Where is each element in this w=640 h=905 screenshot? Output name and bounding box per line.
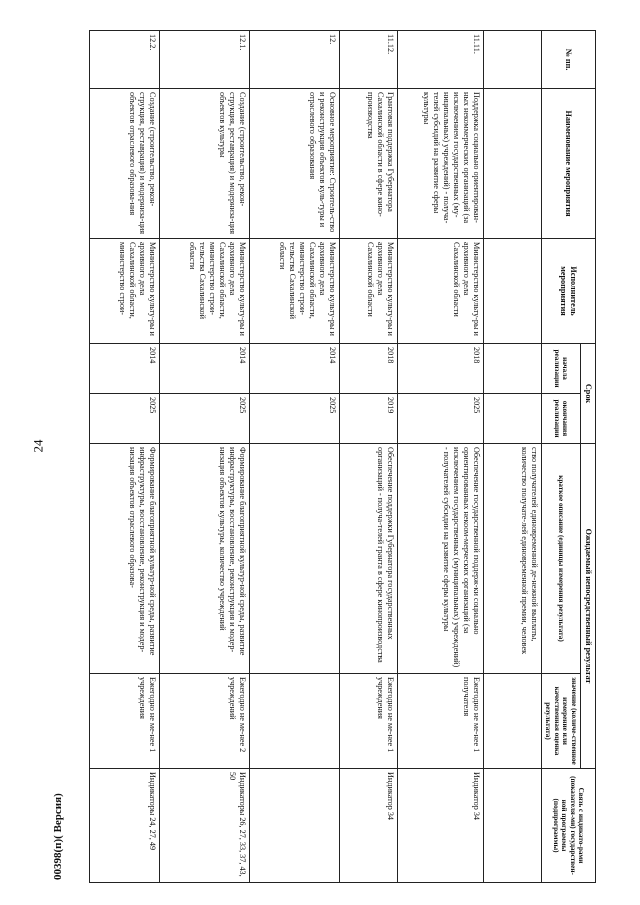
cell-num: 12.2. xyxy=(90,31,160,89)
cell-name: Поддержка социально ориентирован-ных некоммерческих организаций (за исключением государственных (му-ниципальных) учреждений) - получа-телей субсидий на развитие сферы культуры xyxy=(398,89,484,239)
cell-end: 2025 xyxy=(250,394,340,444)
cell-start xyxy=(484,344,542,394)
header-executor: Исполнитель мероприятия xyxy=(542,239,596,344)
header-row-1 xyxy=(581,31,596,883)
table-row xyxy=(398,31,484,883)
cell-desc: Формирование благоприятной культур-ной среды, развитие инфраструктуры, восстановление, реконструкция и модер-низация объектов культуры, количество учреждений xyxy=(160,444,250,674)
cell-link: Индикатор 34 xyxy=(398,769,484,883)
header-num: № пп. xyxy=(542,31,596,89)
header-result-value: значение (количе-ственное измерение или качественная оценка результата) xyxy=(542,674,581,769)
cell-executor xyxy=(484,239,542,344)
header-term-start: начала реализации xyxy=(542,344,581,394)
cell-executor: Министерство культу-ры и архивного дела Сахалинской области xyxy=(398,239,484,344)
cell-executor: Министерство культу-ры и архивного дела Сахалинской области, министерство строи-тельства Сахалинской области xyxy=(250,239,340,344)
table-row xyxy=(160,31,250,883)
cell-name: Создание (строительство, рекон-струкция, реставрация) и модерниза-ция объектов отраслевого образова-ния xyxy=(90,89,160,239)
cell-desc: Обеспечение поддержки Губернатора государственных организаций - получа-телей гранта в сфере кинопроизводства xyxy=(340,444,398,674)
cell-name: Грантовая поддержка Губернатора Сахалинской области в сфере кино-производства xyxy=(340,89,398,239)
header-result: Ожидаемый непосредственный результат xyxy=(581,444,596,769)
cell-desc: Обеспечение государственной поддерж-ки социально ориентированных некоом-мерческих организаций (за исключением государственных (муниципальных) учреждений) - получателей субсидии на развитие сферы культуры xyxy=(398,444,484,674)
cell-name xyxy=(484,89,542,239)
cell-start: 2018 xyxy=(340,344,398,394)
cell-name: Основное мероприятие: Строитель-ство и реконструкция объектов куль-туры и отраслевого образования xyxy=(250,89,340,239)
cell-executor: Министерство культу-ры и архивного дела Сахалинской области, министерство строи-тельства Сахалинской области xyxy=(160,239,250,344)
cell-link: Индикатор 34 xyxy=(340,769,398,883)
cell-end: 2025 xyxy=(398,394,484,444)
cell-end: 2025 xyxy=(90,394,160,444)
table-row xyxy=(340,31,398,883)
table-row xyxy=(484,31,542,883)
cell-start: 2014 xyxy=(160,344,250,394)
cell-value: Ежегодно не ме-нее 2 учреждений xyxy=(160,674,250,769)
cell-link: Индикаторы 24, 27, 49 xyxy=(90,769,160,883)
cell-end: 2019 xyxy=(340,394,398,444)
cell-executor: Министерство культу-ры и архивного дела Сахалинской области, министерство строи- xyxy=(90,239,160,344)
cell-value xyxy=(250,674,340,769)
cell-desc: ство получателей единовременной де-нежной выплаты, количество получате-лей единовременной премии, человек xyxy=(484,444,542,674)
header-term-end: окончания реализации xyxy=(542,394,581,444)
cell-start: 2018 xyxy=(398,344,484,394)
cell-num: 12.1. xyxy=(160,31,250,89)
cell-value: Ежегодно не ме-нее 1 учреждения xyxy=(340,674,398,769)
cell-executor: Министерство культу-ры и архивного дела Сахалинской области xyxy=(340,239,398,344)
cell-link: Индикаторы 26, 27, 33, 37, 43, 50 xyxy=(160,769,250,883)
document-footer: 00398(п)( Версия) xyxy=(52,793,64,880)
table-row xyxy=(90,31,160,883)
cell-desc xyxy=(250,444,340,674)
page-number: 24 xyxy=(30,439,46,453)
cell-link xyxy=(250,769,340,883)
cell-end xyxy=(484,394,542,444)
table-row xyxy=(250,31,340,883)
cell-num: 11.11. xyxy=(398,31,484,89)
cell-num: 11.12. xyxy=(340,31,398,89)
cell-desc: Формирование благоприятной культур-ной среды, развитие инфраструктуры, восстановление, реконструкция и модер-низация объектов отраслевого образова- xyxy=(90,444,160,674)
header-link: Связь с индикато-рами (показателя-ми) государствен-ной программы (подпрограммы) xyxy=(542,769,596,883)
cell-start: 2014 xyxy=(90,344,160,394)
cell-num xyxy=(484,31,542,89)
header-term: Срок xyxy=(581,344,596,444)
cell-value: Ежегодно не ме-нее 1 получателя xyxy=(398,674,484,769)
cell-end: 2025 xyxy=(160,394,250,444)
header-result-desc: краткое описание (единицы измерения результата) xyxy=(542,444,581,674)
cell-name: Создание (строительство, рекон-струкция, реставрация) и модерниза-ция объектов культуры xyxy=(160,89,250,239)
cell-link xyxy=(484,769,542,883)
cell-value: Ежегодно не ме-нее 1 учреждения xyxy=(90,674,160,769)
cell-start: 2014 xyxy=(250,344,340,394)
header-name: Наименование мероприятия xyxy=(542,89,596,239)
program-activities-table xyxy=(89,30,596,883)
cell-value xyxy=(484,674,542,769)
cell-num: 12. xyxy=(250,31,340,89)
rotated-table-container xyxy=(86,30,596,882)
